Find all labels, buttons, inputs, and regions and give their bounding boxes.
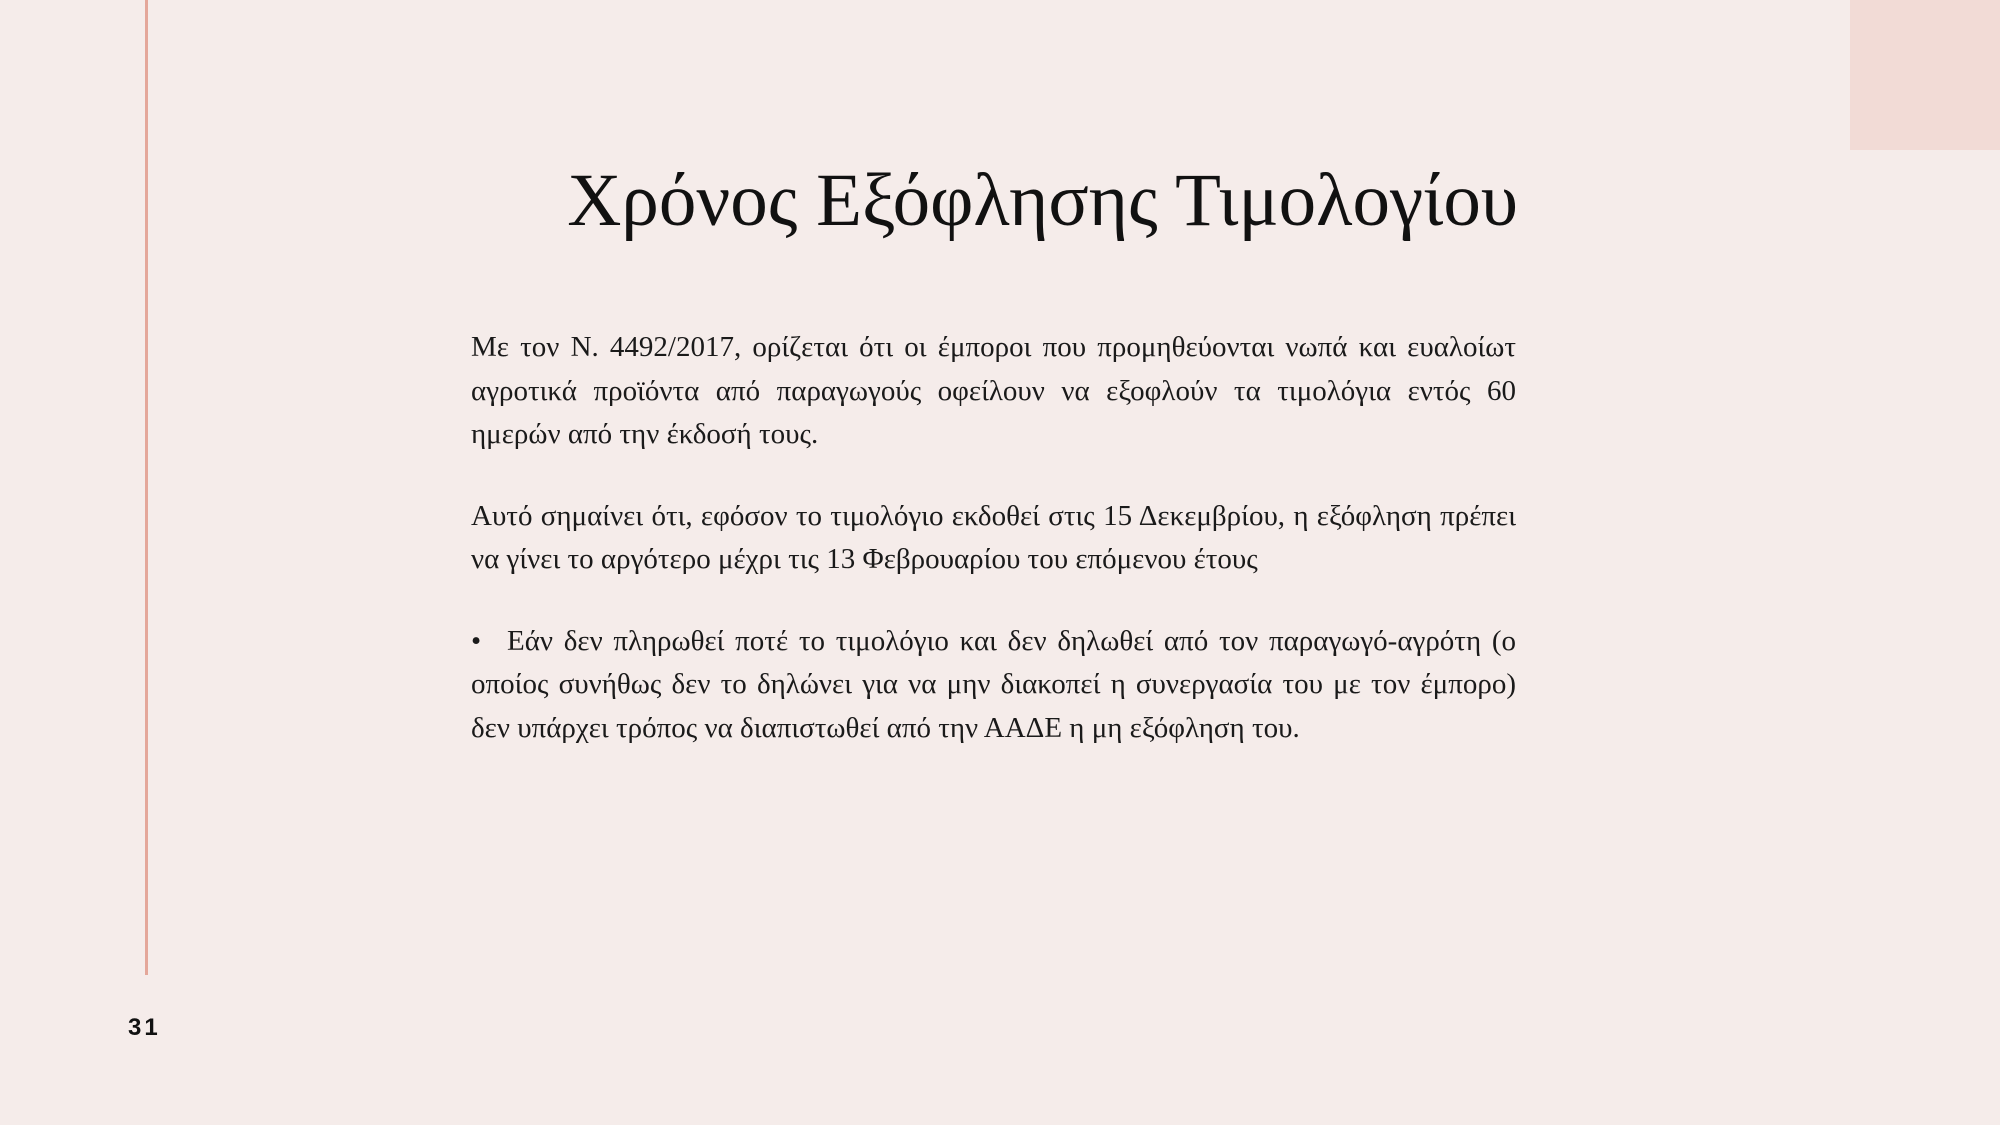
bullet-marker: • [471, 624, 482, 657]
slide-title: Χρόνος Εξόφλησης Τιμολογίου [567, 159, 1518, 242]
slide-body [471, 326, 1516, 750]
page-number: 31 [128, 1014, 161, 1041]
vertical-accent-line [145, 0, 148, 975]
body-paragraph-1: Με τον Ν. 4492/2017, ορίζεται ότι οι έμποροι που προμηθεύονται νωπά και ευαλοίωτ αγροτικά προϊόντα από παραγωγούς οφείλουν να εξοφλούν τα τιμολόγια εντός 60 ημερών από την έκδοσή τους. [471, 331, 1516, 450]
bullet-text: Εάν δεν πληρωθεί ποτέ το τιμολόγιο και δεν δηλωθεί από τον παραγωγό-αγρότη (ο οποίος συνήθως δεν το δηλώνει για να μην διακοπεί η συνεργασία του με τον έμπορο) δεν υπάρχει τρόπος να διαπιστωθεί από την ΑΑΔΕ η μη εξόφληση του. [471, 624, 1516, 744]
body-paragraph-2: Αυτό σημαίνει ότι, εφόσον το τιμολόγιο εκδοθεί στις 15 Δεκεμβρίου, η εξόφληση πρέπει να γίνει το αργότερο μέχρι τις 13 Φεβρουαρίου του επόμενου έτους [471, 499, 1516, 575]
bullet-item [471, 620, 1516, 751]
corner-decoration [1850, 0, 2000, 150]
